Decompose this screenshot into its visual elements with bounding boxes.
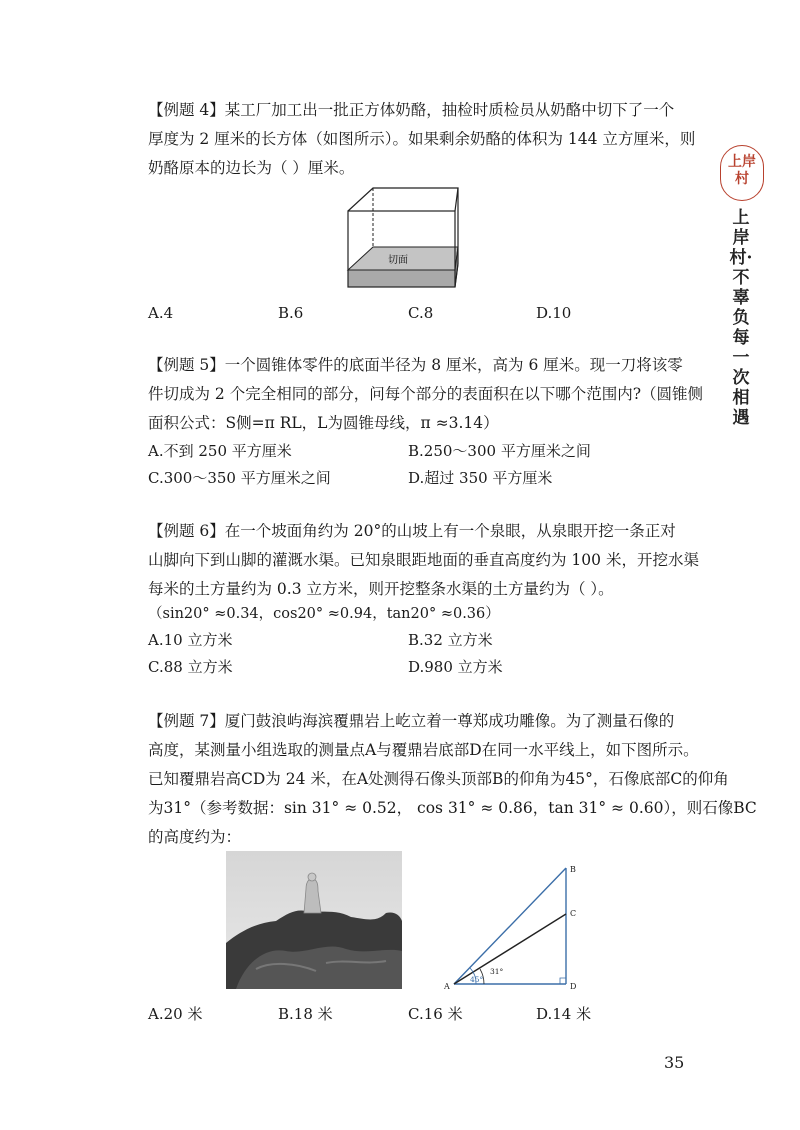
q5-label: 【例题 5】: [148, 356, 225, 374]
q5-line2: 件切成为 2 个完全相同的部分，问每个部分的表面积在以下哪个范围内?（圆锥侧: [148, 385, 704, 403]
q7-option-d[interactable]: D.14 米: [536, 1005, 592, 1023]
q5-option-b[interactable]: B.250～300 平方厘米之间: [408, 442, 591, 460]
triangle-diagram: [440, 858, 590, 992]
q5-line1: 【例题 5】一个圆锥体零件的底面半径为 8 厘米，高为 6 厘米。现一刀将该零: [148, 356, 683, 374]
side-slogan: 上岸村·不辜负每一次相遇: [729, 208, 753, 428]
q6-label: 【例题 6】: [148, 522, 225, 540]
seal-text-top: 上岸: [728, 154, 756, 170]
q4-line3: 奶酪原本的边长为（ ）厘米。: [148, 159, 355, 177]
q6-line1: 【例题 6】在一个坡面角约为 20°的山坡上有一个泉眼，从泉眼开挖一条正对: [148, 522, 676, 540]
q6-option-c[interactable]: C.88 立方米: [148, 658, 233, 676]
q4-label: 【例题 4】: [148, 101, 225, 119]
q5-option-d[interactable]: D.超过 350 平方厘米: [408, 469, 553, 487]
q5-option-c[interactable]: C.300～350 平方厘米之间: [148, 469, 331, 487]
q6-line2: 山脚向下到山脚的灌溉水渠。已知泉眼距地面的垂直高度约为 100 米，开挖水渠: [148, 551, 699, 569]
point-d-label: D: [570, 982, 577, 991]
q7-line5: 的高度约为：: [148, 828, 242, 846]
q7-option-a[interactable]: A.20 米: [148, 1005, 203, 1023]
q4-line2: 厚度为 2 厘米的长方体（如图所示）。如果剩余奶酪的体积为 144 立方厘米，则: [148, 130, 696, 148]
angle-31-label: 31°: [490, 967, 504, 976]
cube-figure: [340, 185, 465, 297]
q5-option-a[interactable]: A.不到 250 平方厘米: [148, 442, 292, 460]
statue-photo: [226, 851, 402, 989]
q6-line4: （sin20° ≈0.34，cos20° ≈0.94，tan20° ≈0.36）: [148, 606, 500, 622]
page-number: 35: [664, 1053, 685, 1072]
q7-option-b[interactable]: B.18 米: [278, 1005, 333, 1023]
q7-line2: 高度，某测量小组选取的测量点A与覆鼎岩底部D在同一水平线上，如下图所示。: [148, 741, 699, 759]
q7-line4: 为31°（参考数据：sin 31° ≈ 0.52， cos 31° ≈ 0.86，tan 31° ≈ 0.60），则石像BC: [148, 799, 757, 817]
seal-text-bottom: 村: [735, 171, 749, 187]
q4-option-c[interactable]: C.8: [408, 304, 434, 322]
brand-seal: [720, 145, 764, 201]
q7-option-c[interactable]: C.16 米: [408, 1005, 463, 1023]
q4-option-a[interactable]: A.4: [148, 304, 174, 322]
angle-45-label: 45°: [470, 975, 484, 984]
q7-line3: 已知覆鼎岩高CD为 24 米，在A处测得石像头顶部B的仰角为45°，石像底部C的仰角: [148, 770, 729, 788]
q6-line3: 每米的土方量约为 0.3 立方米，则开挖整条水渠的土方量约为（ ）。: [148, 580, 614, 598]
q4-line1: 【例题 4】某工厂加工出一批正方体奶酪，抽检时质检员从奶酪中切下了一个: [148, 101, 675, 119]
q5-line3: 面积公式：S侧=π RL，L为圆锥母线，π ≈3.14）: [148, 414, 499, 432]
q6-option-a[interactable]: A.10 立方米: [148, 631, 233, 649]
point-c-label: C: [570, 909, 577, 918]
cut-face-label: 切面: [388, 255, 408, 266]
q6-option-d[interactable]: D.980 立方米: [408, 658, 503, 676]
q7-label: 【例题 7】: [148, 712, 225, 730]
q6-option-b[interactable]: B.32 立方米: [408, 631, 493, 649]
point-b-label: B: [570, 865, 576, 874]
q4-option-d[interactable]: D.10: [536, 304, 572, 322]
point-a-label: A: [444, 982, 450, 991]
q4-option-b[interactable]: B.6: [278, 304, 304, 322]
q7-line1: 【例题 7】厦门鼓浪屿海滨覆鼎岩上屹立着一尊郑成功雕像。为了测量石像的: [148, 712, 675, 730]
